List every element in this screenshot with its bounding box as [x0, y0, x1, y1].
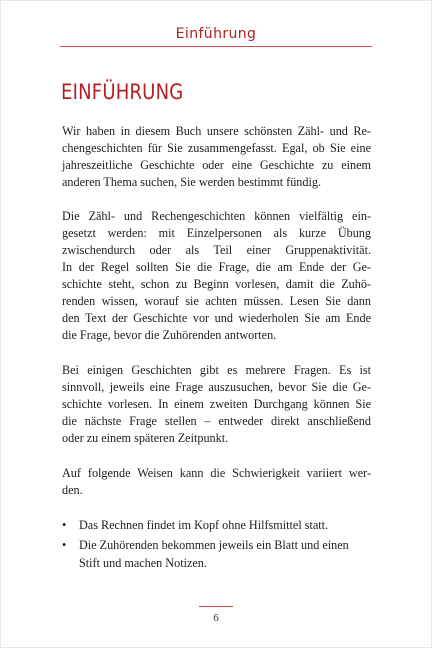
paragraph-3-line: schichte vorlesen. In einem zweiten Durchgang können Sie — [62, 397, 371, 411]
bullet-item-line: Das Rechnen findet im Kopf ohne Hilfsmittel statt. — [79, 518, 329, 532]
bullet-item-line: Die Zuhörenden bekommen jeweils ein Blatt und einen — [79, 538, 349, 552]
paragraph-3-line: die nächste Frage stellen – entweder direkt anschließend — [62, 414, 371, 428]
paragraph-4-line: Auf folgende Weisen kann die Schwierigkeit variiert wer- — [62, 466, 371, 480]
paragraph-2-line: den Text der Geschichte vor und wiederholen Sie am Ende — [62, 311, 371, 325]
bullet-item-line: Stift und machen Notizen. — [79, 556, 207, 570]
paragraph-2-line: die Frage, bevor die Zuhörenden antworten. — [62, 328, 277, 342]
paragraph-2-line: renden wissen, worauf sie achten müssen. Lesen Sie dann — [62, 294, 371, 308]
paragraph-3-line: Bei einigen Geschichten gibt es mehrere Fragen. Es ist — [62, 363, 371, 377]
header-divider — [60, 46, 372, 47]
paragraph-2-line: Die Zähl- und Rechengeschichten können vielfältig ein- — [62, 209, 371, 223]
paragraph-1-line: anderen Thema suchen, Sie werden bestimmt fündig. — [62, 175, 322, 189]
chapter-title: EINFÜHRUNG — [61, 80, 184, 104]
running-header: Einführung — [175, 26, 257, 42]
paragraph-3-line: sinnvoll, jeweils eine Frage auszusuchen, bevor Sie die Ge- — [62, 380, 371, 394]
footer-divider — [199, 606, 233, 607]
paragraph-1-line: jahreszeitliche Geschichte oder eine Geschichte zu einem — [62, 158, 371, 172]
paragraph-1-line: chengeschichten für Sie zusammengefasst. Egal, ob Sie eine — [62, 141, 371, 155]
paragraph-2-line: gesetzt werden: mit Einzelpersonen als kurze Übung — [62, 226, 371, 240]
paragraph-1-line: Wir haben in diesem Buch unsere schönsten Zähl- und Re- — [62, 124, 371, 138]
page-number: 6 — [213, 612, 219, 624]
paragraph-2-line: zwischendurch oder als Teil einer Gruppenaktivität. — [62, 243, 371, 257]
paragraph-3-line: oder zu einem späteren Zeitpunkt. — [62, 431, 229, 445]
paragraph-2-line: schichte steht, schon zu Beginn vorlesen, damit die Zuhö- — [62, 277, 371, 291]
bullet-symbol: • — [62, 538, 67, 552]
paragraph-4-line: den. — [62, 483, 83, 497]
bullet-symbol: • — [62, 518, 67, 532]
paragraph-2-line: In der Regel sollten Sie die Frage, die am Ende der Ge- — [62, 260, 371, 274]
